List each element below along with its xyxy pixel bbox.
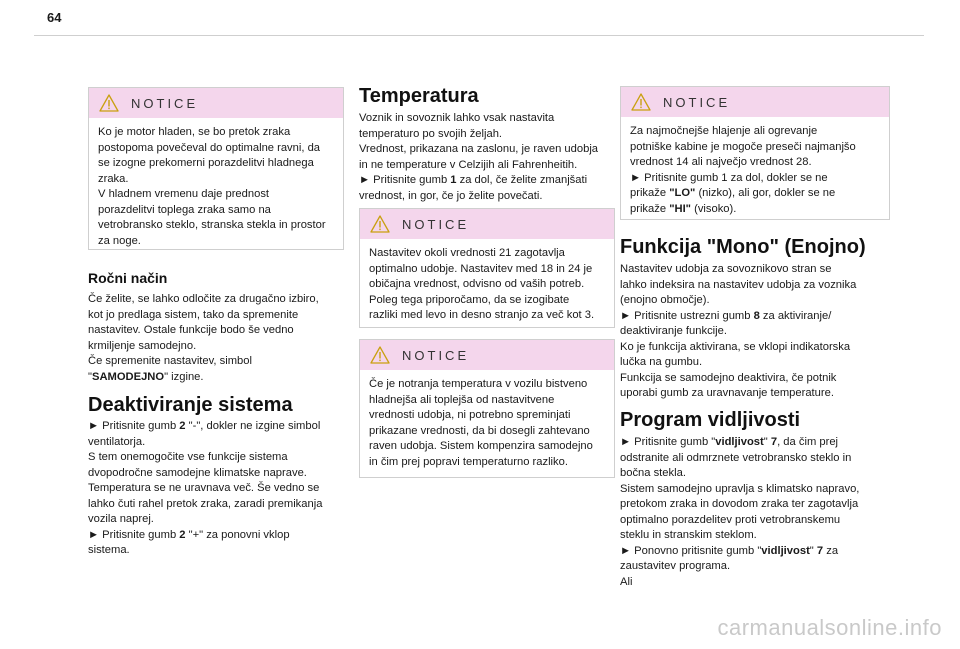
text-line: odstranite ali odmrznete vetrobransko steklo in (620, 451, 852, 464)
text-fragment: (nizko), ali gor, dokler se ne (695, 187, 836, 199)
text-line: temperaturo po svojih željah. (359, 127, 503, 140)
text-fragment: " izgine. (164, 370, 204, 383)
text-line: ► Pritisnite gumb 1 za dol, dokler se ne (630, 171, 828, 184)
text-fragment: (visoko). (690, 202, 737, 215)
warning-triangle-icon (370, 346, 390, 364)
page-number: 64 (47, 10, 62, 25)
text-line: Poleg tega priporočamo, da se izogibate (369, 293, 570, 306)
text-line: Vrednost, prikazana na zaslonu, je raven udobja (359, 143, 599, 155)
notice-title: NOTICE (402, 216, 470, 232)
text-line: nastavitev. Ostale funkcije bodo še vedno (88, 324, 294, 336)
text-line: Če spremenite nastavitev, simbol (88, 355, 252, 367)
text-line (630, 186, 880, 202)
text-line: zraka. (98, 172, 129, 185)
text-line: vozila naprej. (88, 513, 154, 525)
text-line: sistema. (88, 544, 130, 556)
warning-triangle-icon (631, 93, 651, 111)
bold-term: "LO" (669, 187, 696, 199)
text-line: Funkcija se samodejno deaktivira, če potnik (620, 371, 837, 384)
text-line: V hladnem vremenu daje prednost (98, 188, 270, 200)
watermark: carmanualsonline.info (717, 615, 942, 640)
text-line: običajna vrednost, odvisno od vaših potreb. (369, 278, 585, 290)
text-line: Temperatura se ne uravnava več. Še vedno se (88, 482, 320, 494)
notice-title: NOTICE (663, 94, 731, 110)
deactivate-heading: Deaktiviranje sistema (88, 394, 293, 416)
text-line (88, 528, 344, 544)
text-line: (enojno območje). (620, 294, 710, 306)
temperature-text (359, 111, 615, 204)
text-line: lahko čuti rahel pretok zraka, zaradi premikanja (88, 497, 323, 510)
text-line: Nastavitev okoli vrednosti 21 zagotavlja (369, 247, 565, 259)
text-line: Ali (620, 575, 633, 588)
text-line (620, 309, 890, 325)
text-fragment: prikaže (630, 187, 670, 199)
text-fragment: , da čim prej (777, 436, 839, 448)
text-line (630, 202, 880, 218)
text-line: porazdelitvi toplega zraka samo na (98, 203, 271, 216)
text-line: krmiljenje samodejno. (88, 339, 197, 352)
text-line: postopoma povečeval do optimalne ravni, da (98, 141, 321, 154)
notice-header (89, 88, 343, 118)
text-line: vrednost, in gor, če jo želite povečati. (359, 189, 543, 202)
notice-box-comfort (359, 208, 615, 328)
notice-text (360, 239, 614, 332)
bold-term: vidljivost (715, 436, 764, 448)
notice-box-max-cooling (620, 86, 890, 220)
text-line: ventilatorja. (88, 435, 146, 448)
button-number: 7 (816, 544, 824, 557)
text-line: lučka na gumbu. (620, 356, 703, 368)
text-fragment: za aktiviranje/ (759, 309, 832, 322)
button-number: 2 (179, 420, 186, 432)
button-number: 8 (753, 309, 760, 322)
text-line: Ko je funkcija aktivirana, se vklopi indikatorska (620, 340, 851, 353)
text-fragment: "-", dokler ne izgine simbol (185, 420, 321, 432)
text-line: lahko indeksira na nastavitev udobja za voznika (620, 278, 857, 291)
text-line: optimalno porazdelitev proti vetrobranskemu (620, 513, 841, 526)
notice-header (360, 340, 614, 370)
text-line: vrednosti udobja, ni potrebno spreminjati (369, 409, 571, 421)
notice-header (360, 209, 614, 239)
button-number: 7 (770, 436, 778, 448)
deactivate-text (88, 419, 344, 559)
text-line: S tem onemogočite vse funkcije sistema (88, 451, 288, 463)
text-line: prikazane vrednosti, da bi dosegli zahtevano (369, 424, 590, 437)
text-line: Nastavitev udobja za sovoznikovo stran se (620, 263, 832, 275)
text-line: raven udobja. Sistem kompenzira samodejno (369, 440, 593, 452)
text-fragment: za (823, 544, 839, 557)
text-fragment: " (809, 544, 817, 557)
bold-term: SAMODEJNO (91, 370, 165, 383)
text-line: pretokom zraka in dovodom zraka ter zagotavlja (620, 498, 859, 510)
text-line: za noge. (98, 234, 141, 247)
text-fragment: ► Pritisnite ustrezni gumb (620, 309, 754, 322)
text-line: potniške kabine je mogoče preseči najmanjšo (630, 140, 856, 153)
text-line (88, 370, 344, 386)
text-line: hladnejša ali toplejša od nastavitvene (369, 393, 555, 406)
mono-heading: Funkcija "Mono" (Enojno) (620, 236, 866, 258)
notice-text (621, 117, 889, 225)
text-line: se izogne prekomerni porazdelitvi hladnega (98, 157, 314, 169)
text-fragment: ► Pritisnite gumb (359, 174, 451, 186)
bold-term: vidljivost (761, 544, 810, 557)
text-fragment: ► Pritisnite gumb (88, 528, 180, 541)
notice-text (360, 370, 614, 478)
text-line: zaustavitev programa. (620, 560, 731, 572)
text-fragment: "+" za ponovni vklop (185, 528, 290, 541)
text-line (359, 173, 615, 189)
text-line: Če želite, se lahko odločite za drugačno izbiro, (88, 293, 319, 305)
text-line (88, 419, 344, 435)
text-line (620, 435, 890, 451)
text-line: deaktiviranje funkcije. (620, 325, 727, 337)
button-number: 1 (450, 174, 457, 186)
notice-header (621, 87, 889, 117)
text-line: bočna stekla. (620, 467, 686, 479)
text-fragment: ► Pritisnite gumb (88, 420, 180, 432)
text-fragment: " (88, 370, 92, 383)
text-line: Če je notranja temperatura v vozilu bistveno (369, 378, 588, 390)
text-fragment: ► Pritisnite gumb " (620, 436, 716, 448)
text-line: uporabi gumb za uravnavanje temperature. (620, 387, 834, 399)
text-fragment: " (763, 436, 771, 448)
notice-title: NOTICE (131, 95, 199, 111)
notice-box-interior (359, 339, 615, 478)
bold-term: "HI" (669, 202, 691, 215)
text-line: Ko je motor hladen, se bo pretok zraka (98, 126, 291, 138)
warning-triangle-icon (99, 94, 119, 112)
text-line (620, 544, 890, 560)
text-line: in ne temperature v Celzijih ali Fahrenheitih. (359, 158, 578, 171)
notice-box-motor (88, 87, 344, 250)
text-line: Voznik in sovoznik lahko vsak nastavita (359, 112, 555, 124)
text-fragment: prikaže (630, 202, 670, 215)
visibility-text (620, 435, 890, 590)
text-line: dvopodročne samodejne klimatske naprave. (88, 466, 307, 479)
text-fragment: ► Ponovno pritisnite gumb " (620, 544, 762, 557)
text-fragment: za dol, če želite zmanjšati (456, 174, 588, 186)
text-line: steklu in stranskim steklom. (620, 529, 757, 541)
warning-triangle-icon (370, 215, 390, 233)
text-line: kot jo predlaga sistem, tako da spremenite (88, 308, 299, 321)
text-line: Sistem samodejno upravlja s klimatsko napravo, (620, 482, 860, 495)
text-line: vrednost 14 ali največjo vrednost 28. (630, 156, 812, 168)
manual-mode-heading: Ročni način (88, 270, 168, 286)
text-line: razliki med levo in desno stranjo za več kot 3. (369, 309, 595, 321)
header-divider (34, 35, 924, 36)
notice-title: NOTICE (402, 347, 470, 363)
notice-text (89, 118, 343, 257)
mono-text (620, 262, 890, 402)
text-line: in čim prej popravi temperaturno razliko. (369, 455, 568, 468)
visibility-heading: Program vidljivosti (620, 409, 801, 431)
text-line: optimalno udobje. Nastavitev med 18 in 24 je (369, 262, 593, 275)
text-line: Za najmočnejše hlajenje ali ogrevanje (630, 125, 818, 137)
text-line: vetrobransko steklo, stranska stekla in prostor (98, 219, 326, 231)
temperature-heading: Temperatura (359, 85, 479, 107)
button-number: 2 (179, 528, 186, 541)
manual-mode-text (88, 292, 344, 385)
